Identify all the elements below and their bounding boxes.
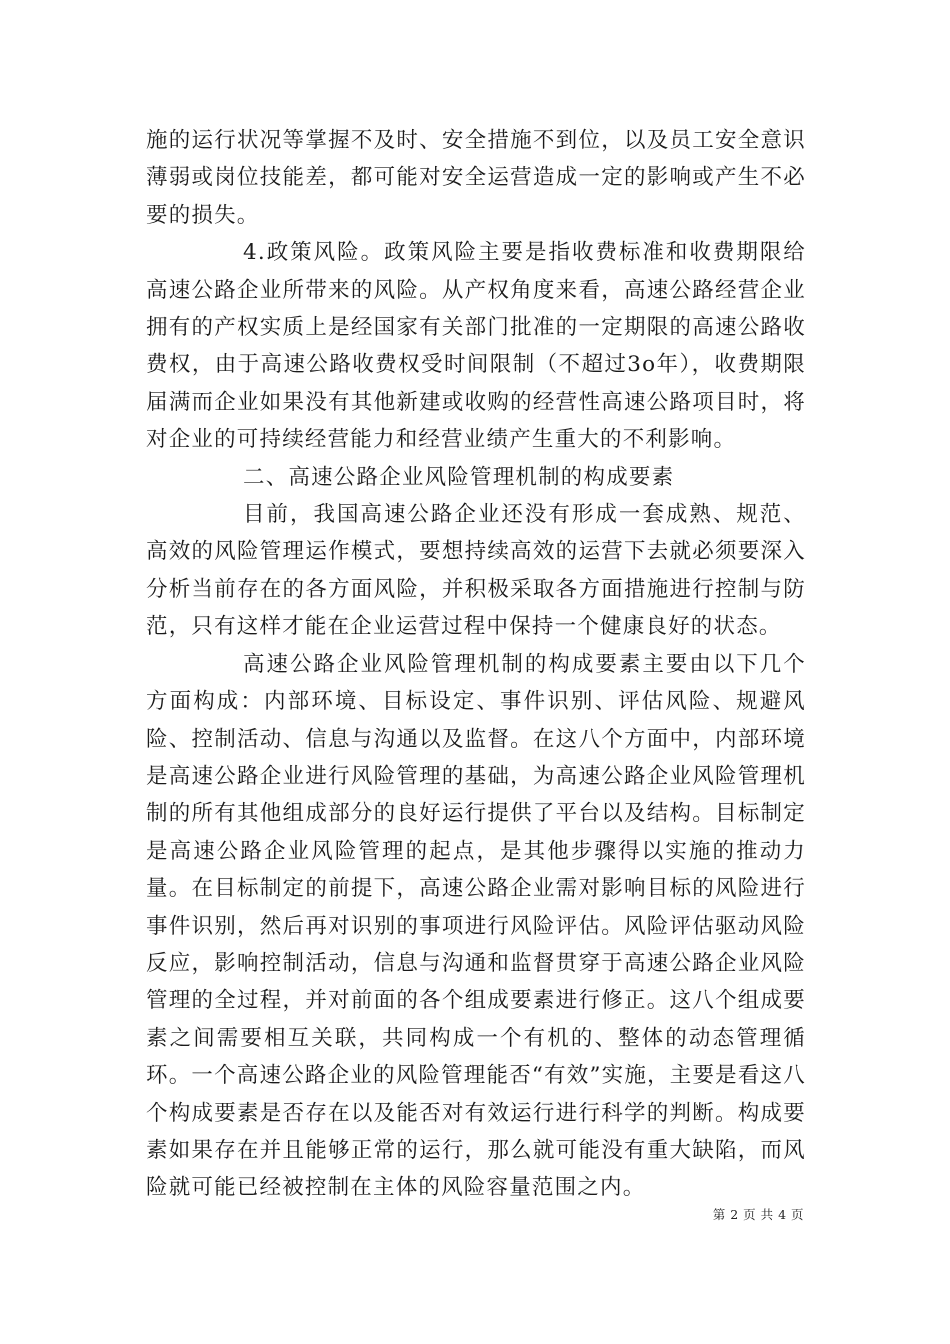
paragraph-safety-risk-continued: 施的运行状况等掌握不及时、安全措施不到位，以及员工安全意识薄弱或岗位技能差，都可能对安全运营造成一定的影响或产生不必要的损失。 (146, 128, 806, 228)
paragraph-policy-risk: 4.政策风险。政策风险主要是指收费标准和收费期限给高速公路企业所带来的风险。从产权角度来看，高速公路经营企业拥有的产权实质上是经国家有关部门批准的一定期限的高速公路收费权，由于高速公路收费权受时间限制（不超过3o年），收费期限届满而企业如果没有其他新建或收购的经营性高速公路项目时，将对企业的可持续经营能力和经营业绩产生重大的不利影响。 (146, 240, 806, 453)
body-text (146, 122, 806, 1207)
section-heading: 二、高速公路企业风险管理机制的构成要素 (243, 464, 675, 490)
page-number: 第 2 页 共 4 页 (712, 1207, 804, 1222)
paragraph-current-status: 目前，我国高速公路企业还没有形成一套成熟、规范、高效的风险管理运作模式，要想持续高效的运营下去就必须要深入分析当前存在的各方面风险，并积极采取各方面措施进行控制与防范，只有这样才能在企业运营过程中保持一个健康良好的状态。 (146, 502, 806, 640)
paragraph-components: 高速公路企业风险管理机制的构成要素主要由以下几个方面构成：内部环境、目标设定、事件识别、评估风险、规避风险、控制活动、信息与沟通以及监督。在这八个方面中，内部环境是高速公路企业进行风险管理的基础，为高速公路企业风险管理机制的所有其他组成部分的良好运行提供了平台以及结构。目标制定是高速公路企业风险管理的起点，是其他步骤得以实施的推动力量。在目标制定的前提下，高速公路企业需对影响目标的风险进行事件识别，然后再对识别的事项进行风险评估。风险评估驱动风险反应，影响控制活动，信息与沟通和监督贯穿于高速公路企业风险管理的全过程，并对前面的各个组成要素进行修正。这八个组成要素之间需要相互关联，共同构成一个有机的、整体的动态管理循环。一个高速公路企业的风险管理能否“有效”实施，主要是看这八个构成要素是否存在以及能否对有效运行进行科学的判断。构成要素如果存在并且能够正常的运行，那么就可能没有重大缺陷，而风险就可能已经被控制在主体的风险容量范围之内。 (146, 651, 806, 1201)
